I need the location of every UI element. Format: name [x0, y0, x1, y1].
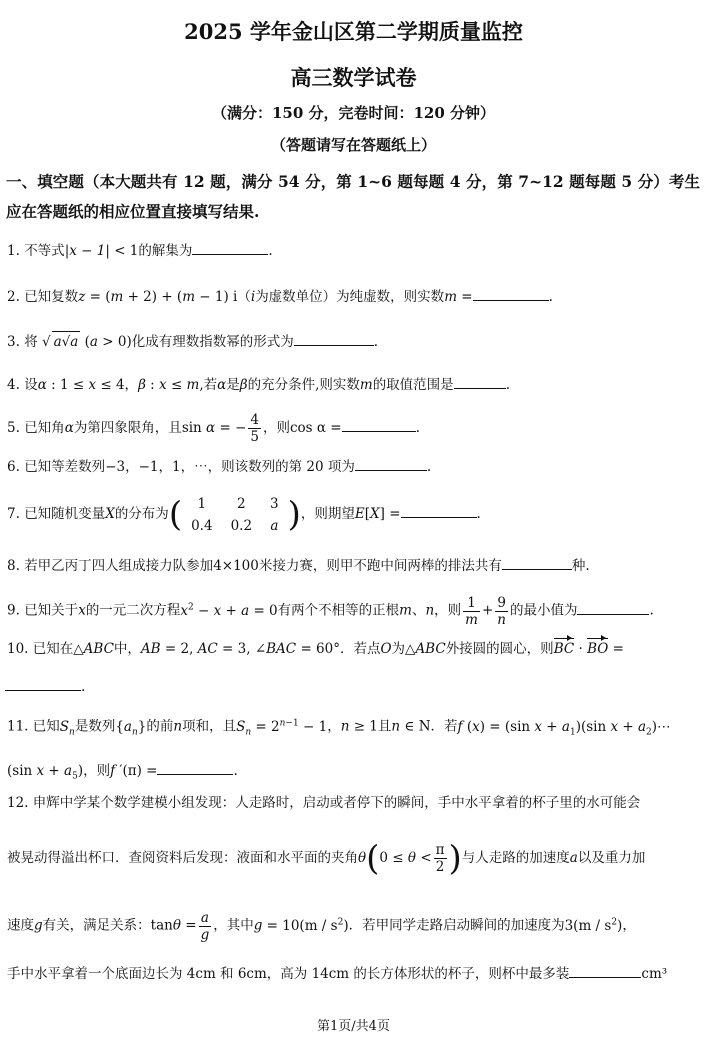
q10-text-e: 外接圆的圆心，则	[445, 641, 554, 657]
q12-g: g	[34, 917, 43, 934]
question-3	[7, 331, 699, 352]
exam-subtitle: 高三数学试卷	[290, 65, 417, 90]
q7-expectation: E[X] =	[354, 506, 401, 522]
question-11-line2	[7, 760, 699, 787]
q7-text-c: ，则期望	[300, 506, 355, 522]
answer-note: （答题请写在答题纸上）	[270, 136, 436, 154]
q12-unit: cm³	[641, 966, 668, 982]
q10-text-c: ．若点	[339, 641, 381, 657]
q12-line3b: 有关，满足关系：	[42, 917, 151, 934]
q10-conditions: AB = 2, AC = 3, ∠BAC = 60°	[140, 641, 340, 657]
q11-an: $\{a_n\}$	[115, 718, 147, 738]
q7-value-cell: 1	[197, 495, 207, 512]
q11-Sn: $S_n$	[59, 718, 75, 738]
q9-equation: $x^2 - x + a = 0$	[180, 602, 278, 619]
q11-text-g: ．若	[430, 718, 458, 735]
q4-end: .	[505, 377, 510, 393]
q11-end: .	[233, 763, 238, 779]
q5-text-a: 已知角	[24, 420, 65, 436]
q11-fx: f (x) = (sin $x + a_1)(\sin$ $x + a_2)\cdots$	[457, 718, 671, 738]
q10-triangle-2: △ABC	[405, 641, 446, 657]
q4-text-d: 的充分条件,则实数	[247, 377, 360, 393]
q12-number: 12.	[7, 795, 29, 811]
q4-text-e: 的取值范围是	[372, 377, 454, 393]
q7-text-b: 的分布为	[114, 506, 169, 522]
q8-text-b: 米接力赛，则甲不跑中间两棒的排法共有	[258, 558, 502, 574]
question-4	[7, 374, 699, 395]
q10-O: O	[380, 641, 392, 657]
q5-answer-blank[interactable]	[342, 417, 416, 432]
q11-text-f: 且	[377, 718, 392, 735]
q6-end: .	[426, 459, 432, 475]
q10-end: .	[81, 679, 86, 695]
q12-a-over-g: $\frac{a}{g}$	[200, 909, 210, 943]
q7-number: 7.	[7, 506, 20, 522]
q2-text-b: （	[237, 289, 251, 305]
q12-a: a	[569, 850, 578, 866]
q11-text-b: 是数列	[74, 718, 116, 735]
question-8	[7, 555, 699, 576]
q3-number: 3.	[7, 334, 20, 350]
q2-number: 2.	[7, 289, 20, 305]
q8-text-a: 若甲乙丙丁四人组成接力队参加	[24, 558, 214, 574]
q10-triangle: △ABC	[73, 641, 114, 657]
q3-answer-blank[interactable]	[294, 331, 374, 346]
q2-answer-blank[interactable]	[473, 286, 549, 301]
q2-text-c: 为虚数单位）为纯虚数，则实数	[255, 289, 445, 305]
question-12-line2	[7, 838, 699, 879]
q5-text-c: ，则	[262, 420, 290, 436]
q12-pi-half: $\frac{\pi}{2}$	[435, 842, 445, 875]
q12-tan: tan	[150, 917, 173, 934]
question-9	[7, 591, 699, 628]
question-10	[7, 639, 699, 659]
question-7	[7, 492, 699, 537]
q5-fraction: $\frac{4}{5}$	[250, 412, 259, 445]
q4-number: 4.	[7, 377, 20, 393]
q5-alpha: α	[64, 420, 74, 436]
q12-line4a: 手中水平拿着一个底面边长为 4cm 和 6cm，高为 14cm 的长方体形状的杯子，则杯中最多装	[7, 966, 570, 982]
q9-text-d: ，则	[434, 602, 462, 619]
q9-fraction-1: $\frac{1}{m}$	[465, 594, 478, 628]
q8-formula: 4×100	[213, 558, 259, 574]
section-heading: 一、填空题（本大题共有 12 题，满分 54 分，第 1~6 题每题 4 分，第 7~12 题每题 5 分）考生应在答题纸的相应位置直接填写结果.	[6, 172, 700, 221]
q4-answer-blank[interactable]	[454, 374, 506, 389]
q3-end: .	[373, 334, 379, 350]
q9-text-e: 的最小值为	[509, 602, 578, 619]
q11-answer-blank[interactable]	[157, 760, 233, 775]
q12-theta-range: 0 ≤ θ <	[379, 850, 432, 866]
q10-dot: ·	[574, 641, 588, 657]
q11-text-d: 项和，且	[182, 718, 237, 735]
q9-text-a: 已知关于	[24, 602, 79, 619]
q9-text-c: 有两个不相等的正根	[277, 602, 400, 619]
q7-value-cell: 2	[237, 495, 246, 512]
q11-derivative: f ′(π) =	[110, 763, 158, 779]
q7-prob-cell: a	[270, 517, 279, 534]
q10-vector-BC: BC	[553, 641, 575, 657]
q12-answer-blank[interactable]	[569, 963, 641, 978]
q4-m: m	[359, 377, 373, 393]
q5-text-b: 为第四象限角，且	[73, 420, 182, 436]
question-12-line4	[7, 963, 699, 984]
question-1	[7, 240, 699, 261]
q6-number: 6.	[7, 459, 20, 475]
q7-answer-blank[interactable]	[401, 503, 477, 518]
q7-end: .	[476, 506, 481, 522]
q6-answer-blank[interactable]	[355, 456, 427, 471]
page-footer: 第1页/共4页	[317, 1019, 390, 1034]
q9-text-b: 的一元二次方程	[85, 602, 181, 619]
question-5	[7, 412, 699, 445]
question-6	[7, 456, 699, 477]
q9-plus: +	[481, 602, 494, 619]
q10-text-a: 已知在	[32, 641, 74, 657]
q7-text-a: 已知随机变量	[24, 506, 106, 522]
q12-line2b: 与人走路的加速度	[461, 850, 570, 866]
q7-prob-cell: 0.2	[230, 517, 253, 534]
q11-n: n	[173, 718, 183, 735]
q8-answer-blank[interactable]	[502, 555, 572, 570]
q4-alpha: α	[217, 377, 227, 393]
q11-number: 11.	[7, 718, 29, 735]
q3-formula: √ a√a (a > 0)	[42, 334, 132, 350]
q4-formula-alpha: α : 1 ≤ x ≤ 4，β : x ≤ m	[37, 377, 200, 393]
q12-line1: 申辉中学某个数学建模小组发现：人走路时，启动或者停下的瞬间，手中水平拿着的杯子里的水可能会	[32, 795, 641, 811]
q4-text-c: 是	[226, 377, 240, 393]
q2-i: i	[250, 289, 256, 305]
q7-value-cell: 3	[270, 495, 279, 512]
q1-formula: |x − 1| < 1	[64, 243, 139, 259]
q5-formula: sin α = −	[181, 420, 247, 436]
q12-line2a: 被晃动得溢出杯口．查阅资料后发现：液面和水平面的夹角	[7, 850, 358, 866]
q12-line3a: 速度	[7, 917, 34, 934]
q12-theta-2: θ =	[172, 917, 197, 934]
q9-number: 9.	[7, 602, 20, 619]
q12-accel-value: $3(m / s^2)$	[564, 917, 623, 934]
q7-right-paren: )	[287, 494, 301, 535]
q1-answer-blank[interactable]	[192, 240, 268, 255]
q9-end: .	[649, 602, 654, 619]
question-12	[7, 793, 699, 813]
q12-line3c: ，其中	[213, 917, 254, 934]
q11-text-h: ，则	[83, 763, 111, 779]
q11-text-e: ，	[327, 718, 341, 735]
q6-text-b: ，则该数列的第 20 项为	[207, 459, 355, 475]
question-2	[7, 286, 699, 307]
q7-distribution-matrix	[182, 493, 288, 537]
q4-text-a: 设	[24, 377, 38, 393]
q9-roots: m、n	[399, 602, 435, 619]
question-12-line3	[7, 906, 699, 943]
q1-text-b: 的解集为	[138, 243, 193, 259]
q7-prob-cell: 0.4	[191, 517, 213, 534]
exam-title: 2025 学年金山区第二学期质量监控	[184, 19, 523, 44]
q11-text-a: 已知	[32, 718, 60, 735]
q12-right-paren: )	[448, 838, 462, 879]
q11-text-c: 的前	[146, 718, 174, 735]
q12-line2c: 以及重力加	[577, 850, 646, 866]
q11-n-cond: n ≥ 1	[340, 718, 378, 735]
q12-line3e: ，	[622, 917, 636, 934]
q12-line3d: ．若甲同学走路启动瞬间的加速度为	[348, 917, 565, 934]
q2-text-a: 已知复数	[24, 289, 79, 305]
q1-number: 1.	[7, 243, 20, 259]
q7-X: X	[105, 506, 115, 522]
q9-fraction-2: $\frac{9}{n}$	[497, 594, 506, 628]
q12-theta: θ	[358, 850, 367, 866]
q8-end: 种.	[571, 558, 590, 574]
q3-text-a: 将	[24, 334, 38, 350]
q5-number: 5.	[7, 420, 20, 436]
q5-end: .	[415, 420, 420, 436]
q11-fx-cont: (sin $x + a_5$)	[7, 763, 84, 782]
q12-g-value: $g = 10(m / s^2)$	[253, 917, 349, 934]
q10-vector-BO: BO	[587, 641, 609, 657]
q2-formula: z = (m + 2) + (m − 1) i	[78, 289, 238, 305]
q10-number: 10.	[7, 641, 29, 657]
q1-end: .	[268, 243, 273, 259]
q4-text-b: ,若	[199, 377, 218, 393]
q10-equals: =	[608, 641, 624, 657]
q9-x: x	[78, 602, 86, 619]
q7-left-paren: (	[168, 494, 183, 535]
q12-left-paren: (	[366, 838, 380, 879]
score-time-info: （满分：150 分，完卷时间：120 分钟）	[211, 104, 496, 122]
question-11	[7, 713, 699, 742]
question-10-answer-line	[7, 676, 699, 697]
q10-text-d: 为	[391, 641, 406, 657]
q3-text-b: 化成有理数指数幂的形式为	[131, 334, 294, 350]
q6-text-a: 已知等差数列	[24, 459, 106, 475]
q5-cos: cos α =	[289, 420, 342, 436]
q4-beta: β	[239, 377, 248, 393]
q11-Sn-formula: $S_n = 2^{n-1} - 1$	[236, 718, 328, 738]
q6-sequence: −3，−1，1，⋯	[105, 459, 208, 475]
q2-end: .	[548, 289, 553, 305]
q11-n-in-N: n ∈ N	[391, 718, 431, 735]
q2-m: m =	[444, 289, 473, 305]
q10-text-b: 中，	[113, 641, 141, 657]
q1-text-a: 不等式	[24, 243, 65, 259]
q8-number: 8.	[7, 558, 20, 574]
q9-answer-blank[interactable]	[577, 600, 649, 615]
q10-answer-blank[interactable]	[5, 676, 81, 691]
